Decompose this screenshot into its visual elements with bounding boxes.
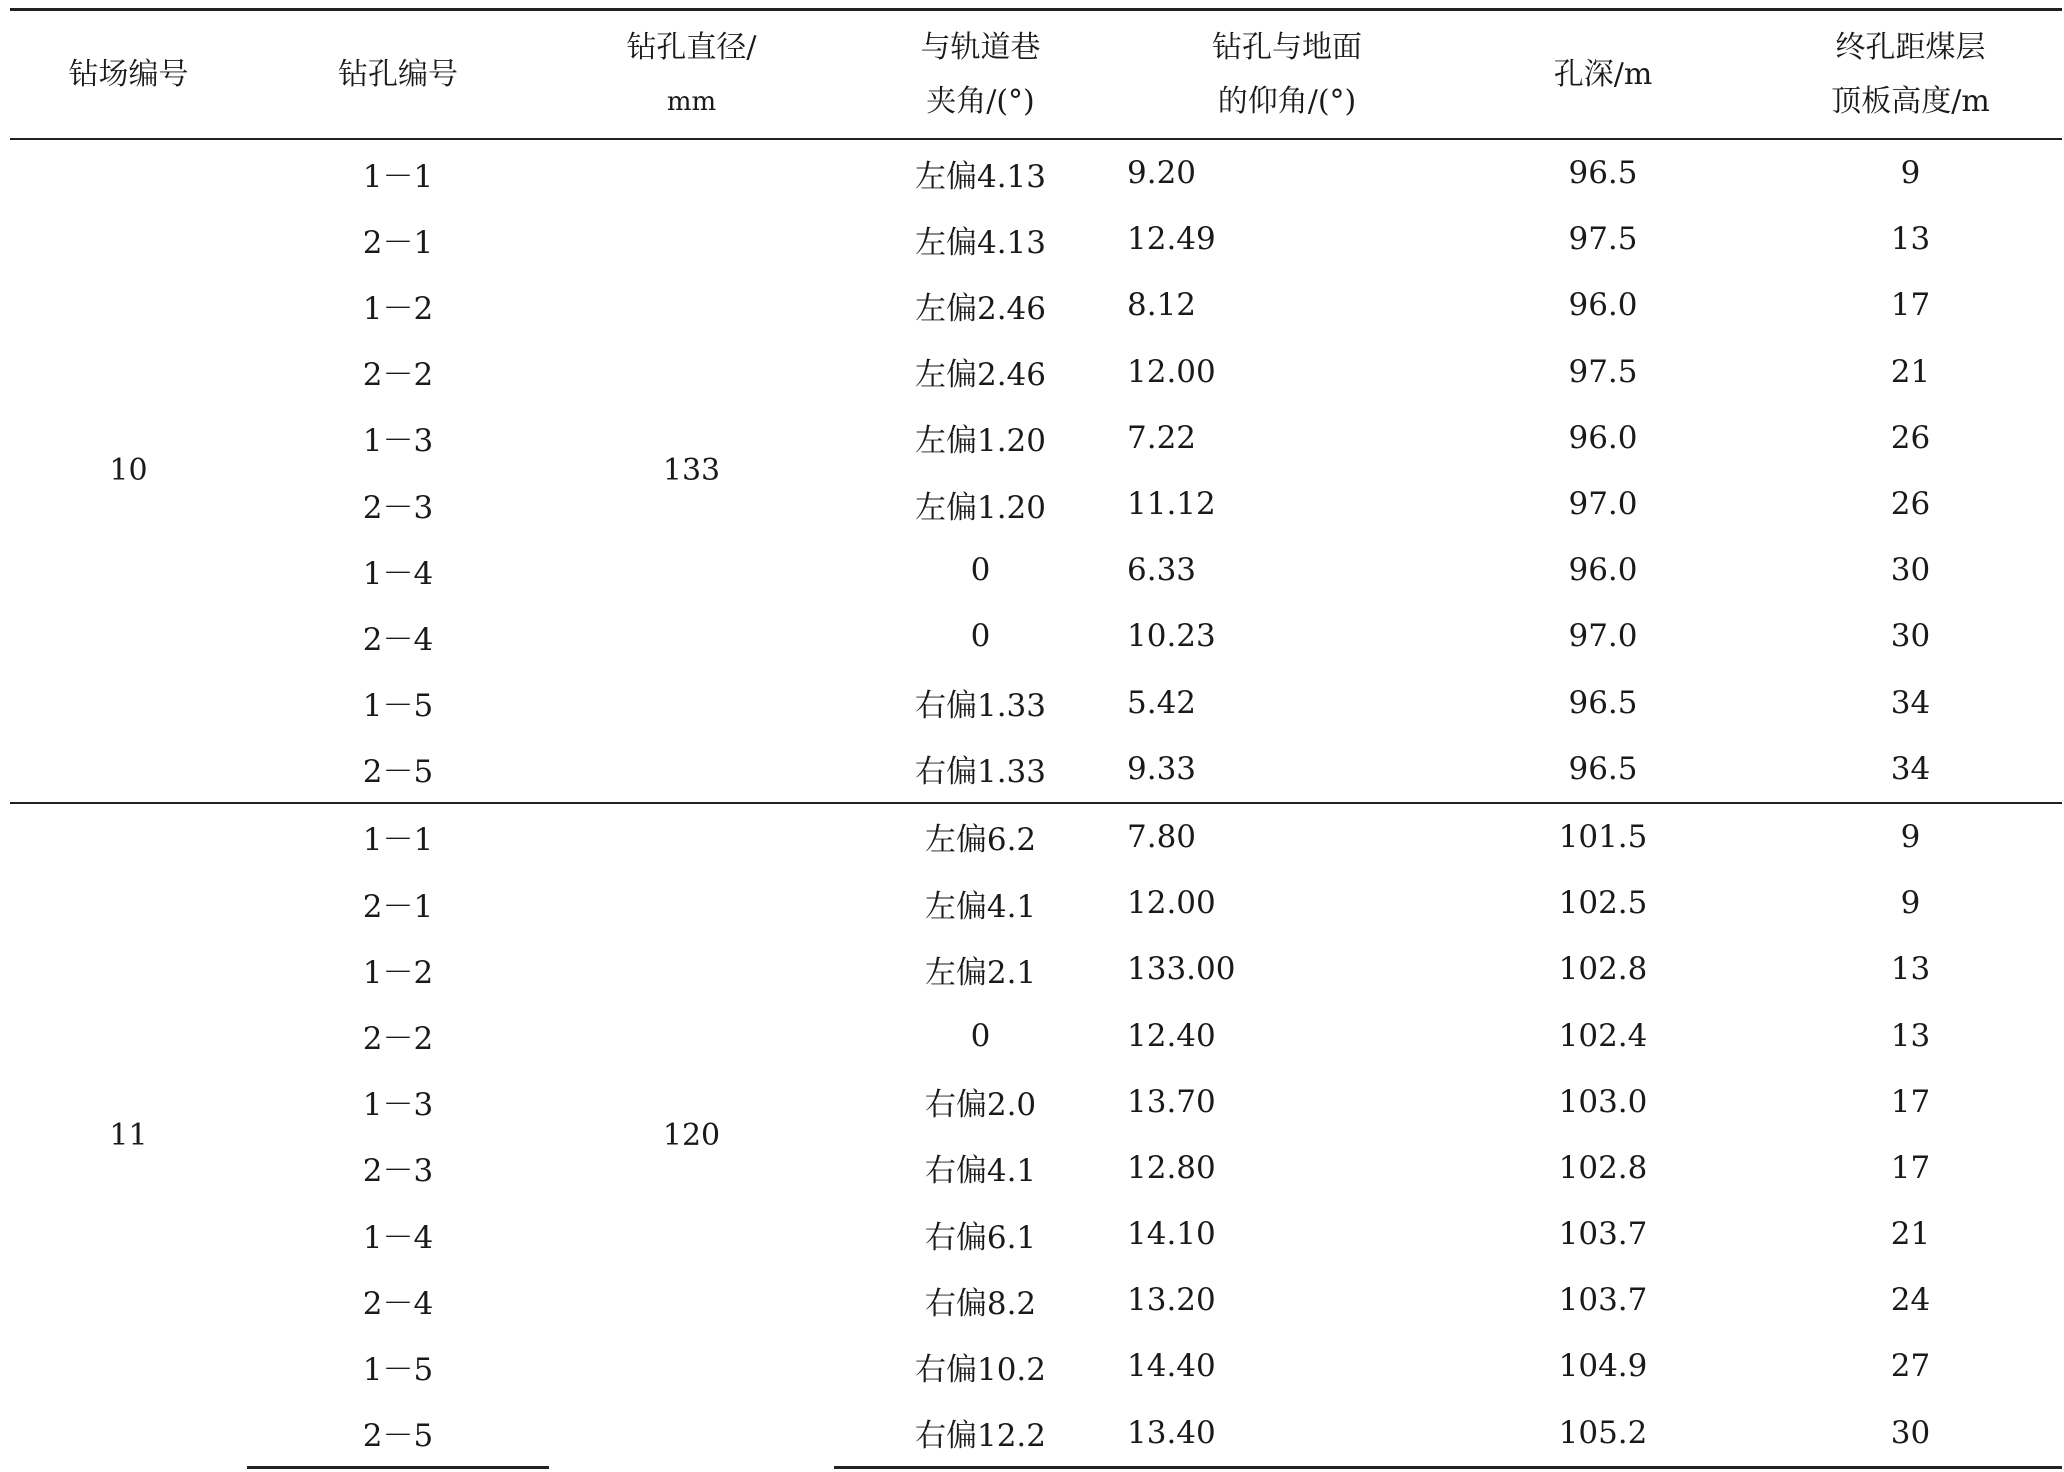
header-height-line2: 顶板高度/m	[1831, 83, 1990, 119]
roof-height-cell: 26	[1890, 419, 1931, 456]
table-row	[10, 339, 2062, 405]
hole-depth-cell: 97.0	[1568, 486, 1638, 523]
hole-no-cell: 1－2	[362, 290, 434, 327]
header-field-no-label: 钻场编号	[68, 56, 189, 92]
hole-depth-cell: 97.5	[1568, 221, 1638, 258]
table-row	[10, 471, 2062, 537]
track-angle-cell: 右偏10.2	[914, 1351, 1047, 1388]
hole-depth-cell: 102.8	[1558, 951, 1648, 988]
track-angle-cell: 左偏4.13	[834, 139, 1127, 206]
table-row	[10, 272, 2062, 338]
diameter-cell: 133	[549, 139, 834, 803]
table-row	[10, 1267, 2062, 1333]
hole-depth-cell: 96.0	[1568, 552, 1638, 589]
hole-depth-cell: 103.7	[1558, 1216, 1648, 1253]
header-height-line1: 终孔距煤层	[1835, 29, 1986, 65]
table-row	[10, 405, 2062, 471]
field-no-cell: 10	[10, 139, 247, 803]
elevation-angle-cell: 12.80	[1127, 1149, 1216, 1186]
elevation-angle-cell: 7.80	[1127, 803, 1447, 870]
track-angle-cell: 左偏2.46	[914, 290, 1047, 327]
header-hole-no	[247, 10, 549, 140]
table-row	[10, 139, 2062, 206]
elevation-angle-cell: 12.00	[1127, 885, 1216, 922]
track-angle-cell: 左偏2.46	[914, 357, 1047, 394]
header-track-angle	[834, 10, 1127, 140]
header-diameter-line1: 钻孔直径/	[626, 29, 757, 65]
hole-no-cell: 1－4	[362, 555, 434, 592]
table-row	[10, 1135, 2062, 1201]
field-no-cell: 11	[10, 803, 247, 1467]
hole-no-cell: 1－4	[362, 1219, 434, 1256]
elevation-angle-cell: 11.12	[1127, 486, 1216, 523]
table-row	[10, 537, 2062, 603]
elevation-angle-cell: 12.40	[1127, 1017, 1216, 1054]
roof-height-cell: 17	[1890, 1083, 1931, 1120]
hole-depth-cell: 103.0	[1558, 1083, 1648, 1120]
elevation-angle-cell: 14.40	[1127, 1348, 1216, 1385]
track-angle-cell: 左偏2.1	[924, 954, 1037, 991]
hole-depth-cell: 102.4	[1558, 1017, 1648, 1054]
hole-depth-cell: 102.8	[1558, 1149, 1648, 1186]
hole-depth-cell: 97.5	[1568, 353, 1638, 390]
track-angle-cell: 左偏4.1	[924, 888, 1037, 925]
elevation-angle-cell: 7.22	[1127, 419, 1197, 456]
elevation-angle-cell: 13.40	[1127, 1400, 1447, 1468]
hole-no-cell: 1－1	[247, 139, 549, 206]
hole-depth-cell: 96.5	[1447, 139, 1759, 206]
header-depth	[1447, 10, 1759, 140]
track-angle-cell: 左偏4.13	[914, 224, 1047, 261]
table-row	[10, 603, 2062, 669]
track-angle-cell: 左偏6.2	[834, 803, 1127, 870]
table-row	[10, 736, 2062, 803]
diameter-cell: 120	[549, 803, 834, 1467]
elevation-angle-cell: 9.20	[1127, 139, 1447, 206]
hole-depth-cell: 103.7	[1558, 1282, 1648, 1319]
hole-depth-cell: 96.5	[1568, 684, 1638, 721]
track-angle-cell: 右偏12.2	[834, 1400, 1127, 1468]
roof-height-cell: 26	[1890, 486, 1931, 523]
table-group-field-11	[10, 803, 2062, 1467]
hole-no-cell: 2－4	[362, 621, 434, 658]
elevation-angle-cell: 10.23	[1127, 618, 1216, 655]
hole-no-cell: 1－5	[362, 1351, 434, 1388]
table-row	[10, 1069, 2062, 1135]
elevation-angle-cell: 13.20	[1127, 1282, 1216, 1319]
roof-height-cell: 9	[1900, 885, 1921, 922]
hole-no-cell: 2－2	[362, 357, 434, 394]
header-elevation	[1127, 10, 1447, 140]
hole-depth-cell: 97.0	[1568, 618, 1638, 655]
header-depth-label: 孔深/m	[1553, 56, 1653, 92]
track-angle-cell: 右偏1.33	[914, 688, 1047, 725]
header-diameter	[549, 10, 834, 140]
hole-no-cell: 2－2	[362, 1021, 434, 1058]
hole-no-cell: 2－4	[362, 1285, 434, 1322]
roof-height-cell: 34	[1890, 684, 1931, 721]
hole-depth-cell: 96.0	[1568, 419, 1638, 456]
roof-height-cell: 21	[1890, 1216, 1931, 1253]
track-angle-cell: 左偏1.20	[914, 489, 1047, 526]
hole-depth-cell: 96.5	[1568, 750, 1638, 787]
hole-no-cell: 2－5	[247, 1400, 549, 1468]
drill-hole-parameter-table	[10, 8, 2062, 1469]
roof-height-cell: 9	[1759, 139, 2062, 206]
table-group-field-10	[10, 139, 2062, 803]
hole-no-cell: 1－1	[247, 803, 549, 870]
roof-height-cell: 21	[1890, 353, 1931, 390]
roof-height-cell: 13	[1890, 951, 1931, 988]
table-header	[10, 10, 2062, 140]
hole-no-cell: 2－1	[362, 888, 434, 925]
table-row	[10, 1002, 2062, 1068]
table-row	[10, 870, 2062, 936]
table-row	[10, 1400, 2062, 1468]
hole-depth-cell: 96.0	[1568, 287, 1638, 324]
track-angle-cell: 右偏1.33	[914, 754, 1047, 791]
roof-height-cell: 24	[1890, 1282, 1931, 1319]
elevation-angle-cell: 8.12	[1127, 287, 1197, 324]
elevation-angle-cell: 12.00	[1127, 353, 1216, 390]
header-hole-no-label: 钻孔编号	[338, 56, 458, 92]
hole-depth-cell: 102.5	[1558, 885, 1648, 922]
table-row	[10, 206, 2062, 272]
roof-height-cell: 30	[1890, 552, 1931, 589]
elevation-angle-cell: 133.00	[1127, 951, 1236, 988]
table-row	[10, 1201, 2062, 1267]
roof-height-cell: 9	[1759, 803, 2062, 870]
hole-no-cell: 2－1	[362, 224, 434, 261]
hole-no-cell: 1－3	[362, 1087, 434, 1124]
table-row	[10, 1333, 2062, 1399]
track-angle-cell: 右偏6.1	[924, 1219, 1037, 1256]
header-elevation-line2: 的仰角/(°)	[1217, 83, 1357, 119]
roof-height-cell: 17	[1890, 287, 1931, 324]
header-track-angle-line2: 夹角/(°)	[926, 83, 1035, 119]
table-row	[10, 670, 2062, 736]
header-elevation-line1: 钻孔与地面	[1212, 29, 1362, 65]
hole-no-cell: 2－3	[362, 489, 434, 526]
elevation-angle-cell: 12.49	[1127, 221, 1216, 258]
track-angle-cell: 0	[970, 618, 991, 655]
hole-depth-cell: 101.5	[1447, 803, 1759, 870]
track-angle-cell: 右偏4.1	[924, 1153, 1037, 1190]
drill-hole-table-container	[10, 8, 2062, 1469]
header-diameter-line2: mm	[666, 86, 717, 117]
elevation-angle-cell: 6.33	[1127, 552, 1197, 589]
roof-height-cell: 13	[1890, 221, 1931, 258]
elevation-angle-cell: 9.33	[1127, 750, 1197, 787]
elevation-angle-cell: 13.70	[1127, 1083, 1216, 1120]
hole-no-cell: 1－5	[362, 688, 434, 725]
header-track-angle-line1: 与轨道巷	[920, 29, 1041, 65]
track-angle-cell: 0	[970, 1017, 991, 1054]
roof-height-cell: 27	[1890, 1348, 1931, 1385]
header-height	[1759, 10, 2062, 140]
hole-no-cell: 2－3	[362, 1153, 434, 1190]
track-angle-cell: 左偏1.20	[914, 423, 1047, 460]
roof-height-cell: 17	[1890, 1149, 1931, 1186]
elevation-angle-cell: 14.10	[1127, 1216, 1216, 1253]
hole-no-cell: 2－5	[362, 754, 434, 791]
roof-height-cell: 30	[1759, 1400, 2062, 1468]
track-angle-cell: 右偏8.2	[924, 1285, 1037, 1322]
hole-depth-cell: 104.9	[1558, 1348, 1648, 1385]
hole-no-cell: 1－3	[362, 423, 434, 460]
header-row	[10, 10, 2062, 140]
roof-height-cell: 30	[1890, 618, 1931, 655]
roof-height-cell: 13	[1890, 1017, 1931, 1054]
track-angle-cell: 0	[970, 552, 991, 589]
header-field-no	[10, 10, 247, 140]
hole-depth-cell: 105.2	[1447, 1400, 1759, 1468]
table-row	[10, 803, 2062, 870]
hole-no-cell: 1－2	[362, 954, 434, 991]
track-angle-cell: 右偏2.0	[924, 1087, 1037, 1124]
table-row	[10, 936, 2062, 1002]
roof-height-cell: 34	[1890, 750, 1931, 787]
elevation-angle-cell: 5.42	[1127, 684, 1197, 721]
